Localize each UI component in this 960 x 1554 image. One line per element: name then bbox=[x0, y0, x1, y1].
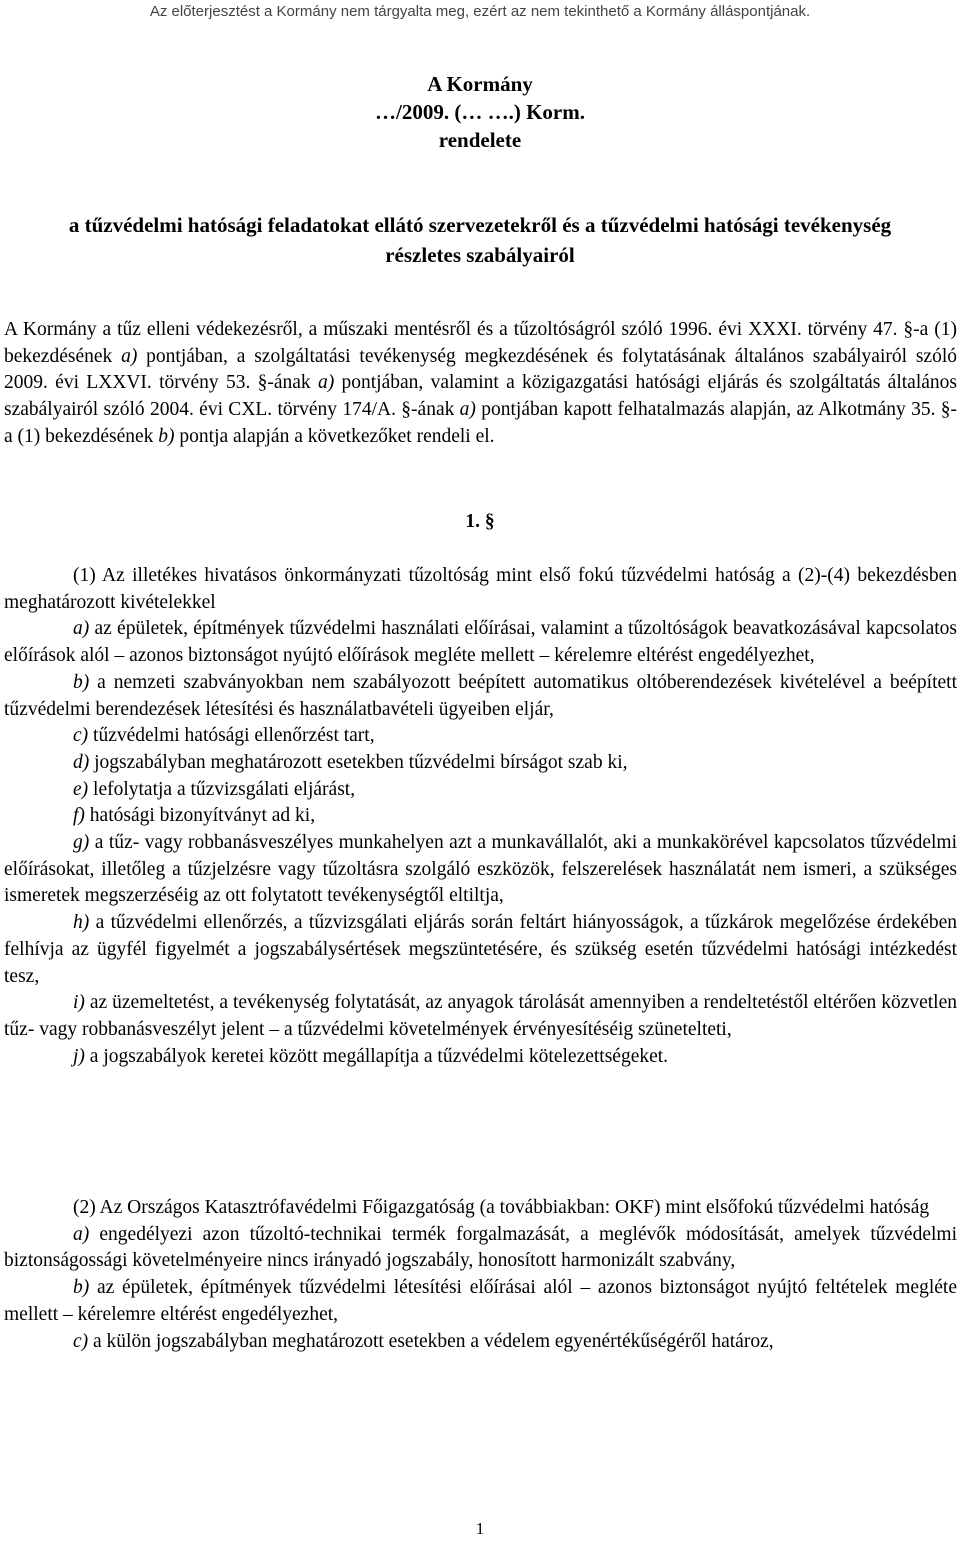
paragraph-intro: (2) Az Országos Katasztrófavédelmi Főigazgatóság (a továbbiakban: OKF) mint elsőfokú tűzvédelmi hatóság bbox=[73, 1197, 930, 1218]
item-label: a) bbox=[73, 1223, 90, 1245]
decree-subject: a tűzvédelmi hatósági feladatokat ellátó szervezetekről és a tűzvédelmi hatósági tevékenység részletes szabályairól bbox=[68, 213, 892, 267]
preamble bbox=[4, 317, 957, 451]
preamble-text: pontja alapján a következőket rendeli el. bbox=[174, 425, 495, 447]
list-item bbox=[4, 830, 957, 910]
item-text: hatósági bizonyítványt ad ki, bbox=[84, 805, 316, 827]
list-item bbox=[4, 750, 957, 777]
title-number: …/2009. (… ….) Korm. bbox=[375, 100, 585, 124]
item-text: engedélyezi azon tűzoltó-technikai termék forgalmazását, a meglévők módosítását, amelyek tűzvédelmi biztonságossági követelményeire nincs irányadó jogszabály, honosított harmonizált szabvány, bbox=[4, 1223, 957, 1272]
preamble-point-label: a) bbox=[121, 345, 138, 367]
preamble-point-label: a) bbox=[459, 399, 476, 421]
item-label: d) bbox=[73, 751, 90, 773]
item-text: tűzvédelmi hatósági ellenőrzést tart, bbox=[88, 725, 375, 747]
list-item bbox=[4, 910, 957, 990]
item-label: c) bbox=[73, 1330, 89, 1352]
list-item bbox=[4, 1275, 957, 1328]
item-label: b) bbox=[73, 671, 90, 693]
paragraph-intro: (1) Az illetékes hivatásos önkormányzati tűzoltóság mint első fokú tűzvédelmi hatóság a (2)-(4) bekezdésben meghatározott kivételekkel bbox=[4, 565, 957, 613]
item-text: lefolytatja a tűzvizsgálati eljárást, bbox=[88, 778, 356, 800]
item-label: h) bbox=[73, 912, 90, 934]
preamble-point-label: b) bbox=[158, 425, 175, 447]
item-label: a) bbox=[73, 618, 90, 640]
item-label: g) bbox=[73, 832, 90, 854]
paragraph-1 bbox=[4, 563, 957, 1070]
item-text: az épületek, építmények tűzvédelmi használati előírásai, valamint a tűzoltóságok beavatkozásával kapcsolatos előírások alól – azonos biztonságot nyújtó előírások megléte mellett – kérelemre eltérést engedélyezhet, bbox=[4, 618, 957, 667]
item-label: j) bbox=[73, 1045, 85, 1067]
page-number: 1 bbox=[475, 1519, 485, 1538]
list-item bbox=[4, 670, 957, 723]
item-text: az épületek, építmények tűzvédelmi létesítési előírásai alól – azonos biztonságot nyújtó feltételek megléte mellett – kérelemre eltérést engedélyezhet, bbox=[4, 1277, 957, 1325]
item-text: az üzemeltetést, a tevékenység folytatását, az anyagok tárolását amennyiben a rendeltetéstől eltérően közvetlen tűz- vagy robbanásveszélyt jelent – a tűzvédelmi követelmények érvényesítéséig szünetelteti, bbox=[4, 992, 957, 1040]
item-text: a tűzvédelmi ellenőrzés, a tűzvizsgálati eljárás során feltárt hiányosságok, a tűzkárok megelőzése érdekében felhívja az ügyfél figyelmét a jogszabálysértések megszüntetésére, és szükség esetén tűzvédelmi hatósági intézkedést tesz, bbox=[4, 912, 957, 987]
item-text: a tűz- vagy robbanásveszélyes munkahelyen azt a munkavállalót, aki a munkakörével kapcsolatos tűzvédelmi előírásokat, illetőleg a tűzjelzésre vagy tűzoltásra szolgáló eszközök, felszerelések használatát nem ismeri, a szükséges ismeretek megszerzéséig az ott folytatott tevékenységtől eltiltja, bbox=[4, 832, 957, 907]
decree-title bbox=[0, 70, 960, 154]
list-item bbox=[4, 777, 957, 804]
item-text: jogszabályban meghatározott esetekben tűzvédelmi bírságot szab ki, bbox=[89, 751, 628, 773]
list-item bbox=[4, 723, 957, 750]
list-item bbox=[4, 1044, 957, 1071]
title-issuer: A Kormány bbox=[427, 72, 533, 96]
list-item bbox=[4, 990, 957, 1043]
list-item bbox=[4, 803, 957, 830]
preamble-text: A Kormány a tűz elleni védekezésről, a műszaki mentésről és a tűzoltóságról szóló 1996. évi XXXI. törvény 47. §-a (1) bekezdésének bbox=[4, 319, 957, 367]
item-text: a nemzeti szabványokban nem szabályozott beépített automatikus oltóberendezések kivételével a beépített tűzvédelmi berendezések létesítési és használatbavételi ügyeiben eljár, bbox=[4, 671, 957, 720]
item-label: f) bbox=[73, 805, 85, 827]
preamble-text: pontjában, valamint a közigazgatási hatósági eljárás és szolgáltatás általános szabályairól szóló 2004. évi CXL. törvény 174/A. §-ának bbox=[4, 372, 957, 421]
item-text: a külön jogszabályban meghatározott esetekben a védelem egyenértékűségéről határoz, bbox=[88, 1330, 774, 1352]
paragraph-2 bbox=[4, 1195, 957, 1355]
list-item bbox=[4, 1222, 957, 1275]
section-heading: 1. § bbox=[465, 511, 495, 532]
title-type: rendelete bbox=[438, 128, 522, 152]
draft-disclaimer: Az előterjesztést a Kormány nem tárgyalta meg, ezért az nem tekinthető a Kormány álláspontjának. bbox=[149, 3, 811, 20]
item-label: b) bbox=[73, 1277, 90, 1299]
list-item bbox=[4, 1329, 957, 1356]
item-label: e) bbox=[73, 778, 89, 800]
preamble-point-label: a) bbox=[317, 372, 335, 394]
preamble-text: pontjában kapott felhatalmazás alapján, az Alkotmány 35. §-a (1) bekezdésének bbox=[4, 399, 957, 447]
preamble-text: pontjában, a szolgáltatási tevékenység megkezdésének és folytatásának általános szabályairól szóló 2009. évi LXXVI. törvény 53. §-ának bbox=[4, 345, 957, 394]
item-text: a jogszabályok keretei között megállapítja a tűzvédelmi kötelezettségeket. bbox=[84, 1045, 669, 1067]
item-label: c) bbox=[73, 725, 89, 747]
list-item bbox=[4, 616, 957, 669]
item-label: i) bbox=[73, 992, 85, 1014]
